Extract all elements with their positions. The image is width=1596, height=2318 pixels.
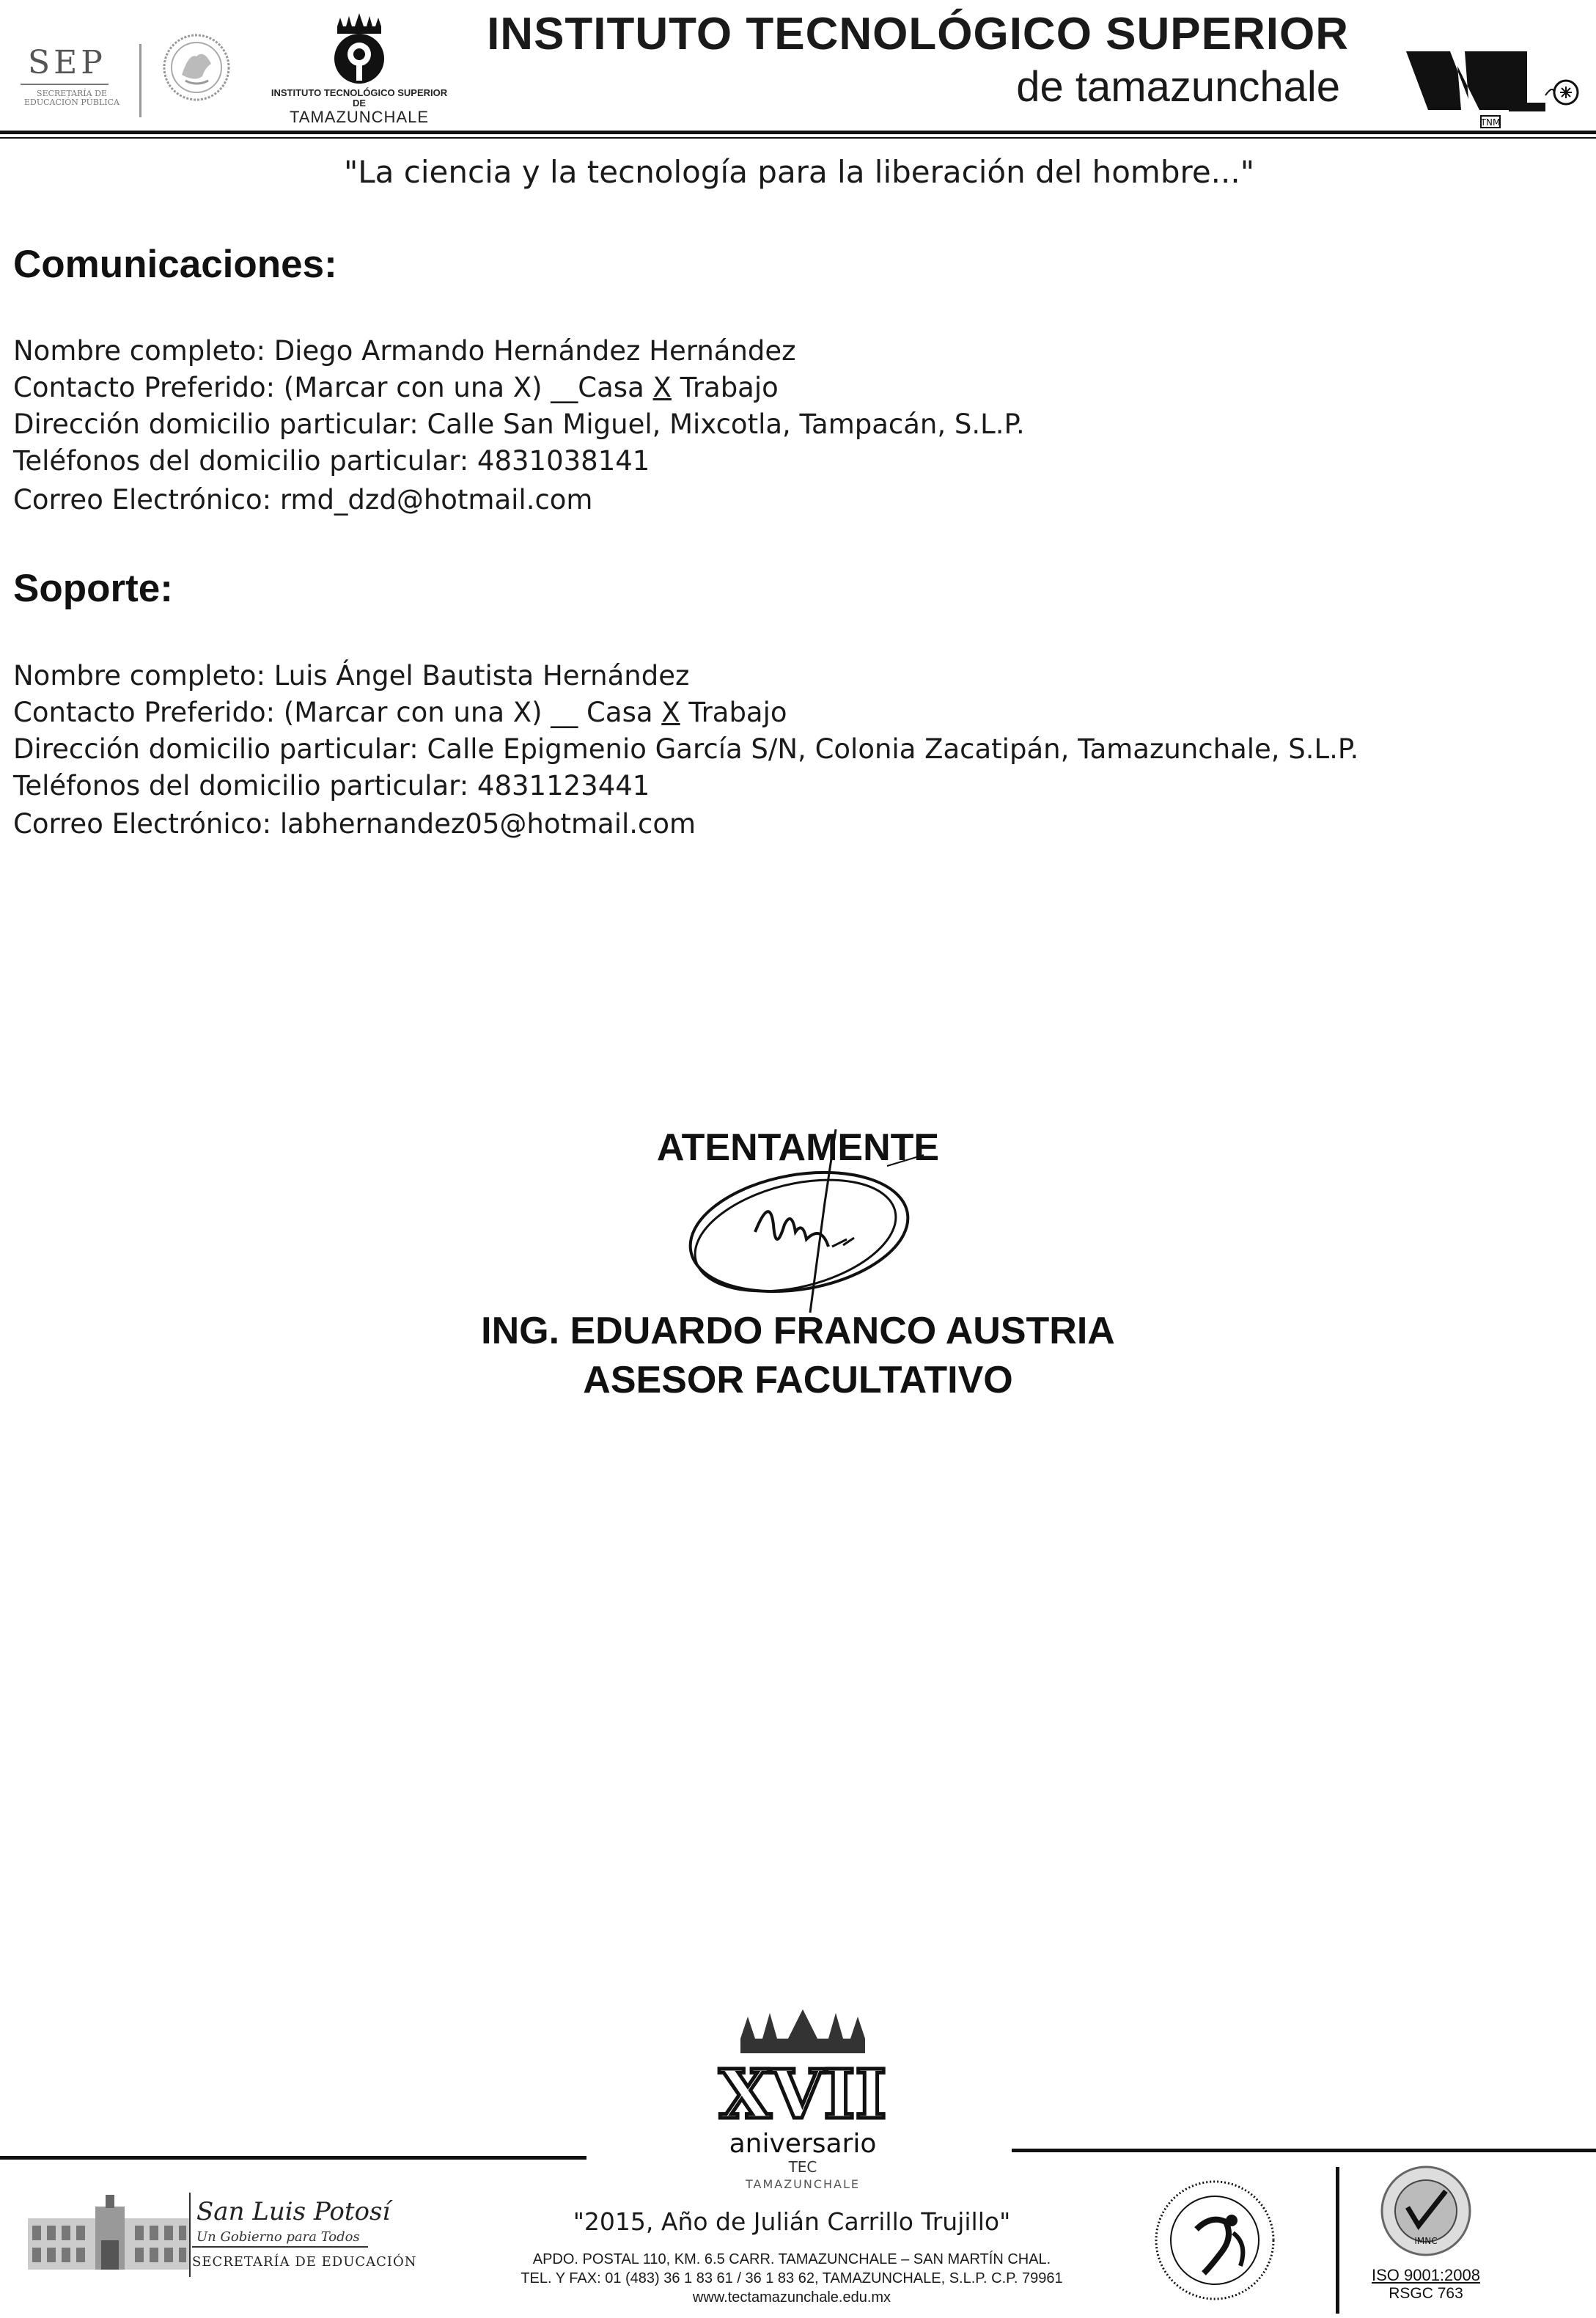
institution-motto: "La ciencia y la tecnología para la liberación del hombre..." xyxy=(343,154,1255,190)
xvii-anniversary-logo-icon xyxy=(696,2009,909,2193)
comunicaciones-heading: Comunicaciones: xyxy=(13,243,337,286)
slp-secretaria: SECRETARÍA DE EDUCACIÓN xyxy=(192,2254,417,2270)
slp-divider xyxy=(189,2193,191,2277)
mexico-eagle-seal-icon xyxy=(160,31,233,104)
slp-tagline: Un Gobierno para Todos xyxy=(196,2229,360,2245)
slp-rule xyxy=(192,2246,368,2248)
comunicaciones-contacto-prefix: Contacto Preferido: (Marcar con una X) __Casa xyxy=(13,372,653,403)
year-legend: "2015, Año de Julián Carrillo Trujillo" xyxy=(573,2207,1011,2236)
anniversary-roman: XVII xyxy=(718,2055,887,2134)
closing-atentamente: ATENTAMENTE xyxy=(656,1126,940,1169)
soporte-telefonos: Teléfonos del domicilio particular: 4831123441 xyxy=(13,770,650,802)
soporte-direccion: Dirección domicilio particular: Calle Epigmenio García S/N, Colonia Zacatipán, Tamazunchale, S.L.P. xyxy=(13,733,1359,765)
comunicaciones-direccion: Dirección domicilio particular: Calle San Miguel, Mixcotla, Tampacán, S.L.P. xyxy=(13,408,1025,440)
soporte-heading: Soporte: xyxy=(13,567,173,610)
itst-logo-caption xyxy=(264,88,455,126)
soporte-contacto-suffix: Trabajo xyxy=(680,697,787,728)
header-rule xyxy=(0,131,1596,134)
gender-equity-seal-icon xyxy=(1152,2178,1277,2303)
comunicaciones-nombre: Nombre completo: Diego Armando Hernández Hernández xyxy=(13,335,796,367)
comunicaciones-contacto xyxy=(13,370,779,406)
tecnm-logo-text: TNM xyxy=(1480,117,1501,128)
comunicaciones-telefonos: Teléfonos del domicilio particular: 4831038141 xyxy=(13,445,650,477)
footer-rule-right xyxy=(1012,2149,1596,2152)
slp-government-building-icon xyxy=(28,2189,191,2270)
rsgc-number: RSGC 763 xyxy=(1389,2285,1463,2302)
footer-rule-left xyxy=(0,2156,586,2160)
header-divider xyxy=(139,44,141,117)
comunicaciones-contacto-suffix: Trabajo xyxy=(671,372,779,403)
address-line-2: TEL. Y FAX: 01 (483) 36 1 83 61 / 36 1 83 62, TAMAZUNCHALE, S.L.P. C.P. 79961 xyxy=(521,2270,1063,2286)
imnc-certification-seal-icon xyxy=(1378,2163,1474,2259)
slp-name: San Luis Potosí xyxy=(196,2197,391,2226)
comunicaciones-contacto-mark: X xyxy=(652,372,672,403)
soporte-contacto xyxy=(13,695,787,730)
soporte-nombre: Nombre completo: Luis Ángel Bautista Hernández xyxy=(13,660,690,692)
anniversary-tec: TEC xyxy=(788,2158,817,2176)
itst-caption-name: TAMAZUNCHALE xyxy=(289,108,430,126)
soporte-contacto-mark: X xyxy=(661,697,680,728)
signer-role: ASESOR FACULTATIVO xyxy=(583,1359,1013,1401)
anniversary-city: TAMAZUNCHALE xyxy=(745,2177,861,2191)
soporte-correo: Correo Electrónico: labhernandez05@hotmail.com xyxy=(13,808,696,840)
sep-logo-caption: SECRETARÍA DE EDUCACIÓN PÚBLICA xyxy=(24,89,119,107)
institution-title: INSTITUTO TECNOLÓGICO SUPERIOR xyxy=(487,9,1349,59)
imnc-seal-text: IMNC xyxy=(1414,2236,1438,2246)
anniversary-word: aniversario xyxy=(729,2129,877,2159)
itst-caption-small: INSTITUTO TECNOLÓGICO SUPERIOR DE xyxy=(271,87,448,109)
institution-subtitle: de tamazunchale xyxy=(1016,63,1340,111)
sep-logo-rule xyxy=(21,84,109,85)
sep-logo-text: SEP xyxy=(28,44,106,81)
address-line-1: APDO. POSTAL 110, KM. 6.5 CARR. TAMAZUNCHALE – SAN MARTÍN CHAL. xyxy=(532,2251,1051,2267)
iso-certification: ISO 9001:2008 xyxy=(1371,2266,1480,2284)
comunicaciones-correo: Correo Electrónico: rmd_dzd@hotmail.com xyxy=(13,484,593,516)
header-rule-thin xyxy=(0,137,1596,139)
sep-logo xyxy=(21,38,123,119)
footer-divider xyxy=(1336,2167,1339,2314)
website: www.tectamazunchale.edu.mx xyxy=(692,2289,891,2306)
signer-name: ING. EDUARDO FRANCO AUSTRIA xyxy=(481,1310,1115,1352)
soporte-contacto-prefix: Contacto Preferido: (Marcar con una X) __ Casa xyxy=(13,697,662,728)
tecnm-logo-icon xyxy=(1399,29,1582,132)
handwritten-signature xyxy=(645,1115,953,1335)
